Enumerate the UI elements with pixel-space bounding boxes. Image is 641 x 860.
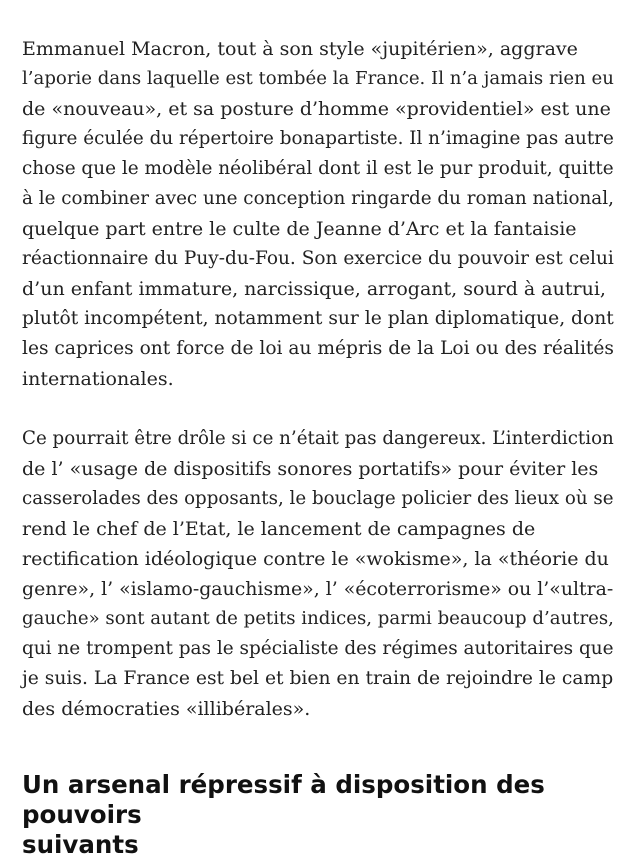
paragraph-line: l’aporie dans laquelle est tombée la France. Il n’a jamais rien eu [22,68,614,89]
paragraph-line: genre», l’ «islamo-gauchisme», l’ «écoterrorisme» ou l’«ultra- [22,578,614,600]
section-heading [22,770,622,860]
paragraph-line: rectification idéologique contre le «wokisme», la «théorie du [22,548,609,570]
paragraph-2 [22,424,612,724]
paragraph-line: Ce pourrait être drôle si ce n’était pas dangereux. L’interdiction [22,428,614,449]
paragraph-line: gauche» sont autant de petits indices, parmi beaucoup d’autres, [22,608,614,629]
paragraph-line: qui ne trompent pas le spécialiste des régimes autoritaires que [22,638,614,659]
paragraph-line: des démocraties «illibérales». [22,698,311,720]
paragraph-line: les caprices ont force de loi au mépris de la Loi ou des réalités [22,338,614,359]
paragraph-line: d’un enfant immature, narcissique, arrogant, sourd à autrui, [22,278,606,300]
paragraph-line: réactionnaire du Puy-du-Fou. Son exercice du pouvoir est celui [22,248,614,269]
heading-line: suivants [22,830,139,859]
paragraph-line: plutôt incompétent, notamment sur le plan diplomatique, dont [22,308,614,329]
paragraph-line: chose que le modèle néolibéral dont il est le pur produit, quitte [22,158,614,179]
paragraph-line: à le combiner avec une conception ringarde du roman national, [22,188,614,209]
heading-line: Un arsenal répressif à disposition des pouvoirs [22,770,545,829]
paragraph-line: casserolades des opposants, le bouclage policier des lieux où se [22,488,614,509]
paragraph-line: quelque part entre le culte de Jeanne d’Arc et la fantaisie [22,218,577,240]
paragraph-line: de l’ «usage de dispositifs sonores portatifs» pour éviter les [22,458,599,480]
paragraph-line: internationales. [22,368,174,390]
paragraph-1 [22,34,612,394]
paragraph-line: rend le chef de l’Etat, le lancement de campagnes de [22,518,536,540]
article-body [22,34,614,859]
paragraph-line: de «nouveau», et sa posture d’homme «providentiel» est une [22,98,611,120]
paragraph-line: figure éculée du répertoire bonapartiste. Il n’imagine pas autre [22,128,614,149]
paragraph-line: je suis. La France est bel et bien en train de rejoindre le camp [22,668,614,689]
paragraph-line: Emmanuel Macron, tout à son style «jupitérien», aggrave [22,38,578,60]
